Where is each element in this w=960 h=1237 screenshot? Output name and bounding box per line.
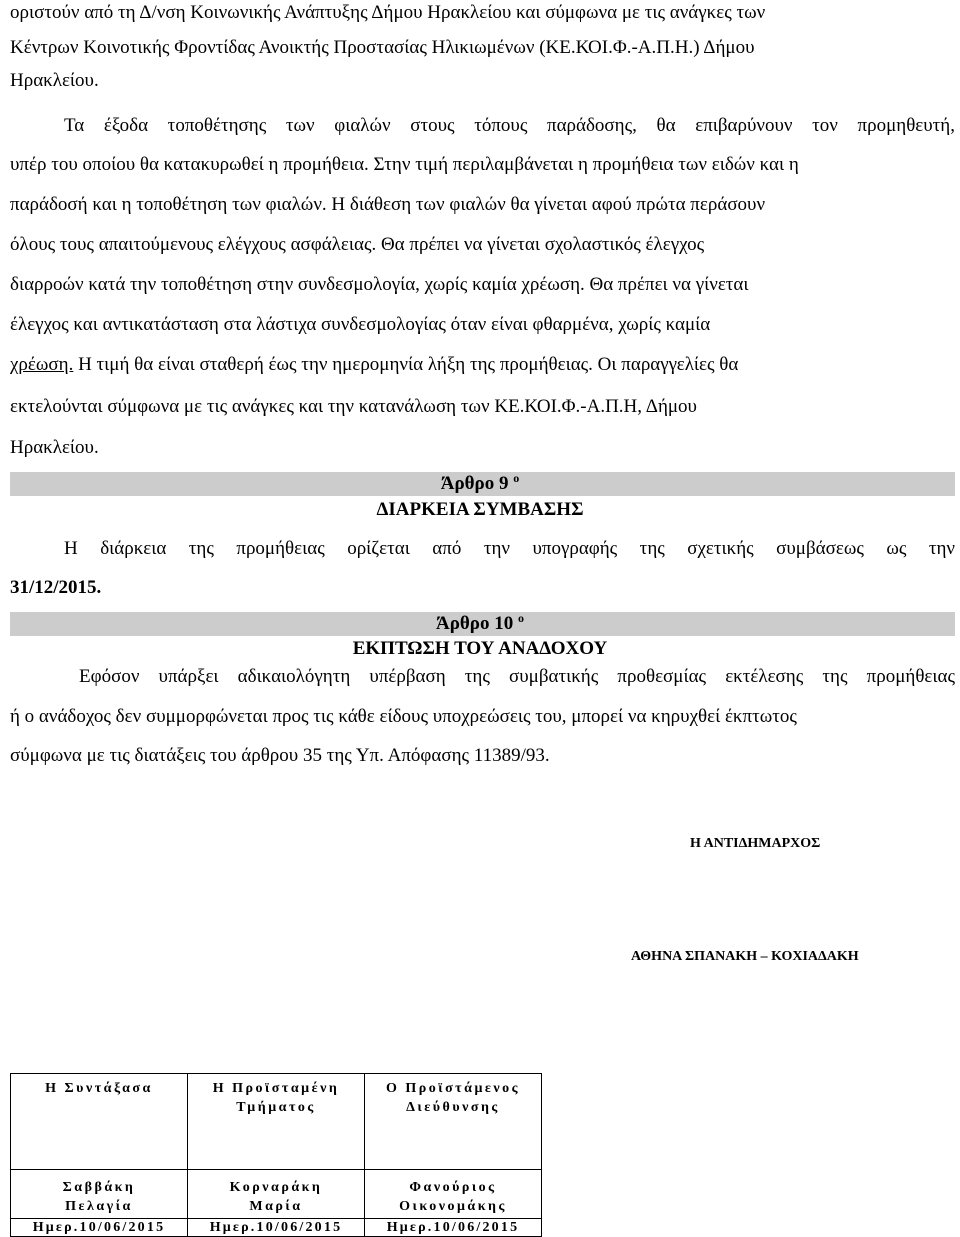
article-subtitle: ΕΚΠΤΩΣΗ ΤΟΥ ΑΝΑΔΟΧΟΥ [352, 638, 608, 659]
approval-name-cell: Σαββάκη Πελαγία [11, 1170, 188, 1219]
approval-table [10, 1073, 542, 1237]
approval-date-cell: Ημερ.10/06/2015 [188, 1219, 365, 1237]
text-line: Η διάρκεια της προμήθειας ορίζεται από την υπογραφής της σχετικής συμβάσεως ως την [64, 538, 955, 559]
approval-header-cell: Η Συντάξασα [11, 1074, 188, 1170]
text-line: οριστούν από τη Δ/νση Κοινωνικής Ανάπτυξης Δήμου Ηρακλείου και σύμφωνα με τις ανάγκες των [10, 2, 766, 23]
text-line: υπέρ του οποίου θα κατακυρωθεί η προμήθεια. Στην τιμή περιλαμβάνεται η προμήθεια των ειδών και η [10, 154, 799, 175]
approval-name-cell: Κορναράκη Μαρία [188, 1170, 365, 1219]
text-line: εκτελούνται σύμφωνα με τις ανάγκες και την κατανάλωση των ΚΕ.ΚΟΙ.Φ.-Α.Π.Η, Δήμου [10, 396, 697, 417]
article-subtitle: ΔΙΑΡΚΕΙΑ ΣΥΜΒΑΣΗΣ [376, 499, 584, 520]
text-line: ή ο ανάδοχος δεν συμμορφώνεται προς τις κάθε είδους υποχρεώσεις του, μπορεί να κηρυχθεί έκπτωτος [10, 706, 797, 727]
text-span: Η τιμή θα είναι σταθερή έως την ημερομηνία λήξη της προμήθειας. Οι παραγγελίες θα [73, 354, 739, 375]
approval-header-cell: Η Προϊσταμένη Τμήματος [188, 1074, 365, 1170]
text-line: Τα έξοδα τοποθέτησης των φιαλών στους τόπους παράδοσης, θα επιβαρύνουν τον προμηθευτή, [64, 115, 955, 136]
signatory-name: ΑΘΗΝΑ ΣΠΑΝΑΚΗ – ΚΟΧΙΑΔΑΚΗ [631, 949, 859, 964]
article-title: Άρθρο 9 $^o$ [440, 471, 520, 494]
text-line: Ηρακλείου. [10, 437, 99, 458]
text-line: διαρροών κατά την τοποθέτηση στην συνδεσμολογία, χωρίς καμία χρέωση. Θα πρέπει να γίνεται [10, 274, 749, 295]
approval-header-cell: Ο Προϊστάμενος Διεύθυνσης [365, 1074, 542, 1170]
text-line: 31/12/2015. [10, 577, 102, 598]
text-line: Εφόσον υπάρξει αδικαιολόγητη υπέρβαση της συμβατικής προθεσμίας εκτέλεσης της προμήθειας [79, 666, 955, 687]
text-line: έλεγχος και αντικατάσταση στα λάστιχα συνδεσμολογίας όταν είναι φθαρμένα, χωρίς καμία [10, 314, 711, 335]
text-line: Ηρακλείου. [10, 70, 99, 91]
text-line: σύμφωνα με τις διατάξεις του άρθρου 35 της Υπ. Απόφασης 11389/93. [10, 745, 550, 766]
text-line: Κέντρων Κοινοτικής Φροντίδας Ανοικτής Προστασίας Ηλικιωμένων (ΚΕ.ΚΟΙ.Φ.-Α.Π.Η.) Δήμου [10, 37, 755, 58]
article-title: Άρθρο 10 $^o$ [436, 611, 524, 634]
text-line: παράδοσή και η τοποθέτηση των φιαλών. Η διάθεση των φιαλών θα γίνεται αφού πρώτα περάσουν [10, 194, 766, 215]
text-line: όλους τους απαιτούμενους ελέγχους ασφάλειας. Θα πρέπει να γίνεται σχολαστικός έλεγχος [10, 234, 705, 255]
approval-name-cell: Φανούριος Οικονομάκης [365, 1170, 542, 1219]
approval-date-cell: Ημερ.10/06/2015 [365, 1219, 542, 1237]
text-line [10, 353, 955, 377]
approval-date-cell: Ημερ.10/06/2015 [11, 1219, 188, 1237]
underlined-text: χρέωση. [10, 354, 74, 375]
signatory-role: Η ΑΝΤΙΔΗΜΑΡΧΟΣ [690, 836, 821, 851]
